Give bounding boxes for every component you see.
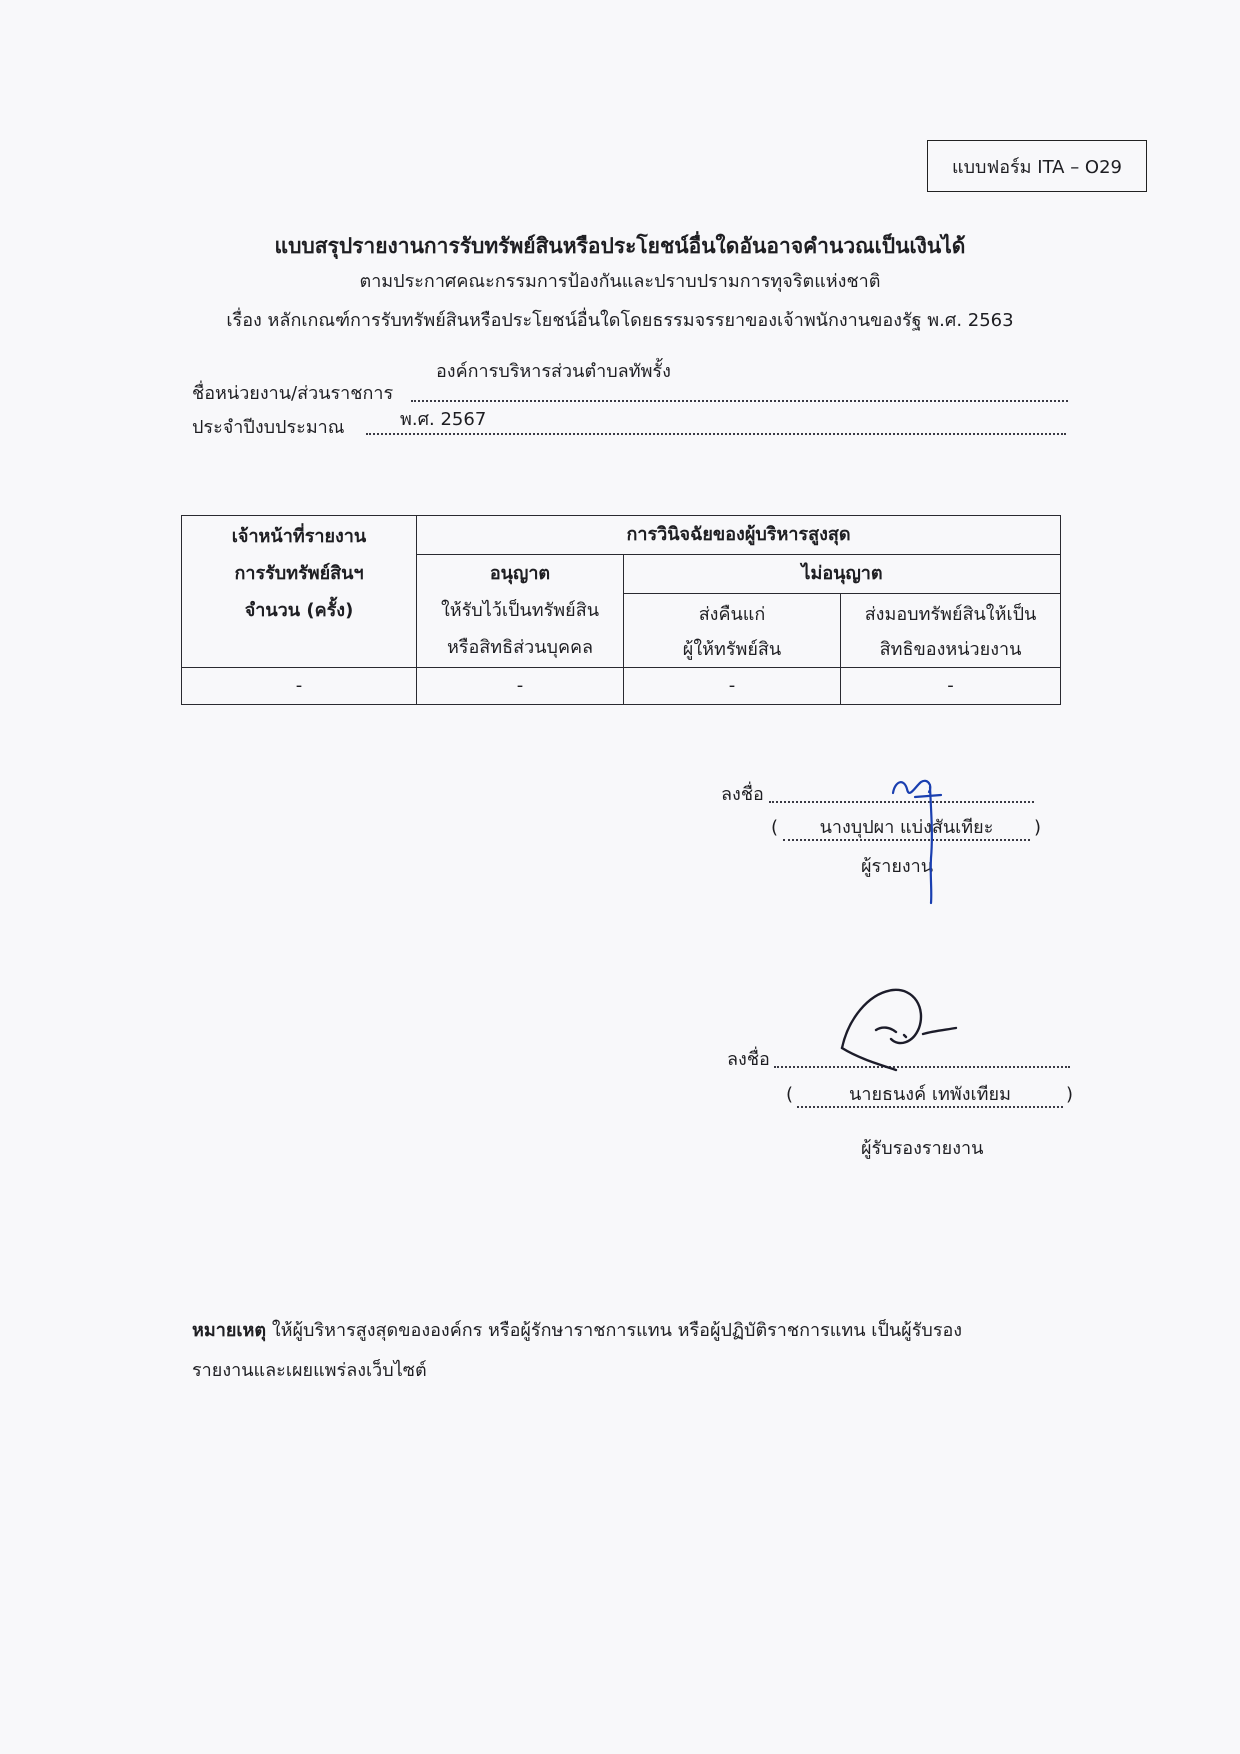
fiscal-year-dotted-line bbox=[366, 433, 1066, 435]
name-dotted-line bbox=[797, 1106, 1063, 1108]
fiscal-year-value: พ.ศ. 2567 bbox=[400, 409, 487, 430]
signer-role: ผู้รับรองรายงาน bbox=[861, 1138, 984, 1159]
signature-dotted-line bbox=[769, 801, 1034, 803]
paren-close: ) bbox=[1066, 1084, 1074, 1105]
reporter-count-header bbox=[182, 516, 417, 668]
document-subject: เรื่อง หลักเกณฑ์การรับทรัพย์สินหรือประโยชน์อื่นใดโดยธรรมจรรยาของเจ้าพนักงานของรัฐ พ.ศ. 2563 bbox=[226, 310, 1014, 331]
table-cell: - bbox=[182, 668, 417, 705]
decision-header: การวินิจฉัยของผู้บริหารสูงสุด bbox=[417, 516, 1061, 555]
transfer-desc-line: ส่งมอบทรัพย์สินให้เป็น bbox=[864, 604, 1037, 625]
signature-dotted-line bbox=[774, 1066, 1070, 1068]
return-header bbox=[624, 594, 841, 668]
signer-role: ผู้รายงาน bbox=[861, 856, 934, 877]
certifier-signature bbox=[842, 990, 956, 1070]
header-line: เจ้าหน้าที่รายงาน bbox=[231, 526, 367, 547]
return-desc-line: ผู้ให้ทรัพย์สิน bbox=[682, 639, 782, 660]
allowed-desc-line: ให้รับไว้เป็นทรัพย์สิน bbox=[440, 600, 600, 621]
paren-close: ) bbox=[1034, 817, 1042, 838]
name-dotted-line bbox=[783, 839, 1030, 841]
form-code-box bbox=[927, 140, 1147, 192]
allowed-desc-line: หรือสิทธิส่วนบุคคล bbox=[446, 637, 594, 658]
note-line-1 bbox=[192, 1318, 962, 1344]
signature-label: ลงชื่อ bbox=[727, 1049, 770, 1070]
allowed-title: อนุญาต bbox=[489, 563, 551, 584]
signature-label: ลงชื่อ bbox=[721, 784, 764, 805]
note-text: ให้ผู้บริหารสูงสุดขององค์กร หรือผู้รักษาราชการแทน หรือผู้ปฏิบัติราชการแทน เป็นผู้รับรอง bbox=[266, 1320, 963, 1341]
table-cell: - bbox=[417, 668, 624, 705]
transfer-header bbox=[841, 594, 1061, 668]
table-header-row bbox=[182, 516, 1061, 555]
not-allowed-header: ไม่อนุญาต bbox=[624, 555, 1061, 594]
signer-name: นายธนงค์ เทพังเทียม bbox=[849, 1084, 1011, 1105]
agency-value: องค์การบริหารส่วนตำบลทัพรั้ง bbox=[436, 361, 671, 382]
form-code: แบบฟอร์ม ITA – O29 bbox=[952, 156, 1122, 178]
agency-label: ชื่อหน่วยงาน/ส่วนราชการ bbox=[192, 383, 394, 404]
paren-open: ( bbox=[786, 1084, 794, 1105]
table-cell: - bbox=[841, 668, 1061, 705]
allowed-header bbox=[417, 555, 624, 668]
fiscal-year-label: ประจำปีงบประมาณ bbox=[192, 417, 345, 438]
note-label: หมายเหตุ bbox=[192, 1320, 267, 1341]
document-title: แบบสรุปรายงานการรับทรัพย์สินหรือประโยชน์อื่นใดอันอาจคำนวณเป็นเงินได้ bbox=[274, 234, 966, 258]
header-line: จำนวน (ครั้ง) bbox=[244, 600, 354, 621]
signer-name: นางบุปผา แบ่งสันเทียะ bbox=[819, 817, 994, 838]
document-subtitle: ตามประกาศคณะกรรมการป้องกันและปราบปรามการทุจริตแห่งชาติ bbox=[359, 271, 881, 292]
return-desc-line: ส่งคืนแก่ bbox=[698, 604, 766, 625]
agency-dotted-line bbox=[411, 400, 1068, 402]
note-line-2: รายงานและเผยแพร่ลงเว็บไซต์ bbox=[192, 1360, 427, 1381]
header-line: การรับทรัพย์สินฯ bbox=[234, 563, 364, 584]
table-row bbox=[182, 668, 1061, 705]
gift-report-table bbox=[181, 515, 1061, 705]
table-cell: - bbox=[624, 668, 841, 705]
paren-open: ( bbox=[771, 817, 779, 838]
reporter-signature bbox=[893, 781, 941, 903]
transfer-desc-line: สิทธิของหน่วยงาน bbox=[879, 639, 1022, 660]
